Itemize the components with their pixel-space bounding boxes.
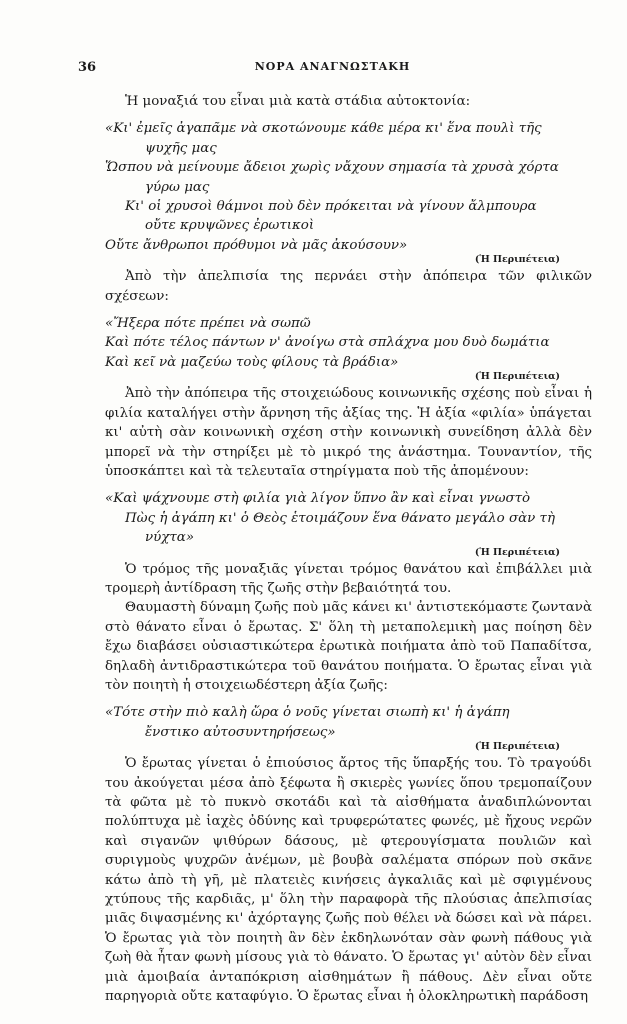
running-title: ΝΟΡΑ ΑΝΑΓΝΩΣΤΑΚΗ [254, 60, 411, 73]
quote-line: Οὔτε ἄνθρωποι πρόθυμοι νὰ μᾶς ἀκούσουν» [105, 237, 408, 253]
poem-quote [105, 119, 592, 255]
quote-line: Καὶ κεῖ νὰ μαζεύω τοὺς φίλους τὰ βράδια» [105, 354, 399, 370]
quote-line: Καὶ πότε τέλος πάντων ν' ἀνοίγω στὰ σπλάχνα μου δυὸ δωμάτια [105, 335, 550, 351]
quote-line: νύχτα» [145, 530, 195, 546]
quote-source: (Ἡ Περιπέτεια) [474, 741, 560, 753]
paragraph: Ἀπὸ τὴν ἀπόπειρα τῆς στοιχειώδους κοινωνικῆς σχέσης ποὺ εἶναι ἡ φιλία καταλήγει στὴν ἄρνηση τῆς ἀξίας της. Ἡ ἀξία «φιλία» ὑπάγεται κι' αὐτὴ σὰν κοινωνικὴ σχέση στὴν κοινωνικὴ συνείδηση ἀλλὰ δὲν μπορεῖ νὰ τὴν στηρίξει μὲ τὸ μικρό της ἀνάστημα. Τουναντίον, τῆς ὑποσκάπτει καὶ τὰ τελευταῖα στηρίγματα ποὺ τῆς ἀπομένουν: [105, 386, 592, 479]
page-number: 36 [78, 60, 97, 75]
quote-line: Πὼς ἡ ἀγάπη κι' ὁ Θεὸς ἑτοιμάζουν ἕνα θάνατο μεγάλο σὰν τὴ [125, 510, 555, 526]
quote-line: Ὥσπου νὰ μείνουμε ἄδειοι χωρὶς νἄχουν σημασία τὰ χρυσὰ χόρτα [105, 160, 559, 176]
page-header [78, 60, 587, 80]
quote-line: «Καὶ ψάχνουμε στὴ φιλία γιὰ λίγον ὕπνο ἂν καὶ εἶναι γνωστὸ [105, 491, 531, 507]
paragraph: Ὁ ἔρωτας γίνεται ὁ ἐπιούσιος ἄρτος τῆς ὕπαρξής του. Τὸ τραγούδι του ἀκούγεται μέσα ἀπὸ ξέφωτα ἢ σκιερὲς γωνίες ὅπου τρεμοπαίζουν τὰ φῶτα μὲ τὸ πυκνὸ σκοτάδι καὶ τὰ αἰσθήματα ἀναδιπλώνονται πολύπτυχα μὲ ἰαχὲς ὀδύνης καὶ τρυφερώτατες φωνές, μὲ ἤχους νερῶν καὶ σιγανῶν ψιθύρων δάσους, μὲ φτερουγίσματα πουλιῶν καὶ συριγμοὺς ψυχρῶν ἀνέμων, μὲ βουβὰ σαλέματα σπόρων ποὺ σκᾶνε κάτω ἀπὸ τὴ γῆ, μὲ πλατειὲς κινήσεις ἀγκαλιᾶς καὶ μὲ σφιγμένους χτύπους τῆς καρδιᾶς, μ' ὅλη τὴν παραφορὰ τῆς πλούσιας ἀπελπισίας μιᾶς διψασμένης κι' ἀχόρταγης ζωῆς ποὺ θέλει νὰ δώσει καὶ νὰ πάρει. Ὁ ἔρωτας γιὰ τὸν ποιητὴ ἂν δὲν ἐκδηλωνόταν σὰν φωνὴ πάθους γιὰ ζωὴ θὰ ἦταν φωνὴ μίσους γιὰ τὸ θάνατο. Ὁ ἔρωτας γι' αὐτὸν δὲν εἶναι μιὰ ἀμοιβαία ἀνταπόκριση αἰσθημάτων ἢ πάθους. Δὲν εἶναι οὔτε παρηγοριὰ οὔτε καταφύγιο. Ὁ ἔρωτας εἶναι ἡ ὁλοκληρωτικὴ παράδοση [105, 756, 592, 1005]
paragraph: Ἡ μοναξιά του εἶναι μιὰ κατὰ στάδια αὐτοκτονία: [125, 94, 471, 109]
quote-line: γύρω μας [145, 179, 210, 195]
quote-line: «Ἤξερα πότε πρέπει νὰ σωπῶ [105, 316, 311, 332]
poem-quote [105, 489, 592, 547]
quote-line: Κι' οἱ χρυσοὶ θάμνοι ποὺ δὲν πρόκειται νὰ γίνουν ἄλμπουρα [125, 199, 537, 215]
poem-quote [105, 703, 592, 742]
paragraph: Θαυμαστὴ δύναμη ζωῆς ποὺ μᾶς κάνει κι' ἀντιστεκόμαστε ζωντανὰ στὸ θάνατο εἶναι ὁ ἔρωτας. Σ' ὅλη τὴ μεταπολεμικὴ μας ποίηση δὲν ἔχω διαβάσει οὐσιαστικώτερα ἐρωτικὰ ποιήματα ἀπὸ τοῦ Παπαδίτσα, δηλαδὴ ἀντιδραστικώτερα τοῦ θανάτου ποιήματα. Ὁ ἔρωτας εἶναι γιὰ τὸν ποιητὴ ἡ στοιχειωδέστερη ἀξία ζωῆς: [105, 600, 592, 693]
quote-source: (Ἡ Περιπέτεια) [474, 254, 560, 266]
quote-line: ψυχῆς μας [145, 140, 217, 156]
poem-quote [105, 314, 592, 372]
body-text [105, 92, 592, 1006]
quote-line: «Κι' ἐμεῖς ἀγαπᾶμε νὰ σκοτώνουμε κάθε μέρα κι' ἕνα πουλὶ τῆς [105, 121, 542, 137]
quote-line: οὔτε κρυψῶνες ἐρωτικοὶ [145, 218, 315, 234]
quote-line: «Τότε στὴν πιὸ καλὴ ὥρα ὁ νοῦς γίνεται σιωπὴ κι' ἡ ἀγάπη [105, 705, 510, 721]
quote-source: (Ἡ Περιπέτεια) [474, 546, 560, 558]
quote-source: (Ἡ Περιπέτεια) [474, 371, 560, 383]
quote-line: ἔνστικο αὐτοσυντηρήσεως» [145, 724, 336, 740]
paragraph: Ὁ τρόμος τῆς μοναξιᾶς γίνεται τρόμος θανάτου καὶ ἐπιβάλλει μιὰ τρομερὴ ἀντίδραση τῆς ζωῆς στὴν βεβαιότητά του. [105, 561, 592, 596]
paragraph: Ἀπὸ τὴν ἀπελπισία της περνάει στὴν ἀπόπειρα τῶν φιλικῶν σχέσεων: [105, 269, 592, 304]
